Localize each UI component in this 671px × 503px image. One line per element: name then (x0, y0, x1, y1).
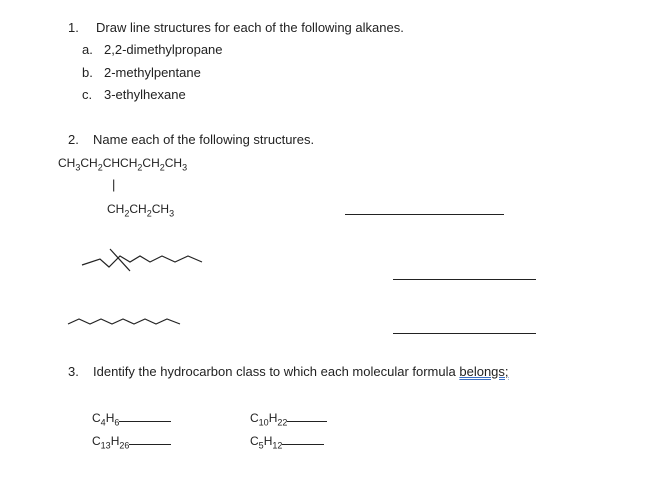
formula-c10h22: $C_{10}H_{22}$ (250, 410, 327, 426)
formula-c5h12: $C_5H_{12}$ (250, 433, 324, 449)
q1b-text: 2-methylpentane (104, 65, 201, 80)
q2-number: 2. (68, 132, 79, 147)
q1-number: 1. (68, 20, 79, 35)
answer-blank-2[interactable] (393, 279, 536, 280)
formula-c4h6: $C_4H_6$ (92, 410, 171, 426)
branch-bond: | (112, 177, 116, 192)
answer-blank-3[interactable] (393, 333, 536, 334)
answer-blank-1[interactable] (345, 214, 504, 215)
answer-blank-4[interactable] (119, 411, 171, 422)
q1a-text: 2,2-dimethylpropane (104, 42, 223, 57)
q1a-letter: a. (82, 42, 93, 57)
answer-blank-7[interactable] (282, 434, 324, 445)
condensed-formula-branch: $CH_2CH_2CH_3$ (107, 202, 175, 219)
skeletal-structure-2 (66, 312, 186, 332)
q3-text (93, 364, 509, 380)
q3-text-main: Identify the hydrocarbon class to which each molecular formula (93, 364, 460, 379)
q1c-text: 3-ethylhexane (104, 87, 186, 102)
q3-text-underlined: belongs; (459, 364, 509, 379)
skeletal-structure-1 (80, 244, 210, 284)
answer-blank-5[interactable] (287, 411, 327, 422)
answer-blank-6[interactable] (129, 434, 171, 445)
q1c-letter: c. (82, 87, 93, 102)
q1b-letter: b. (82, 65, 93, 80)
q3-number: 3. (68, 364, 79, 379)
q2-text: Name each of the following structures. (93, 132, 315, 147)
condensed-formula-main: $CH_3CH_2CHCH_2CH_2CH_3$ (58, 156, 188, 173)
formula-c13h26: $C_{13}H_{26}$ (92, 433, 171, 449)
q1-text: Draw line structures for each of the following alkanes. (96, 20, 404, 35)
